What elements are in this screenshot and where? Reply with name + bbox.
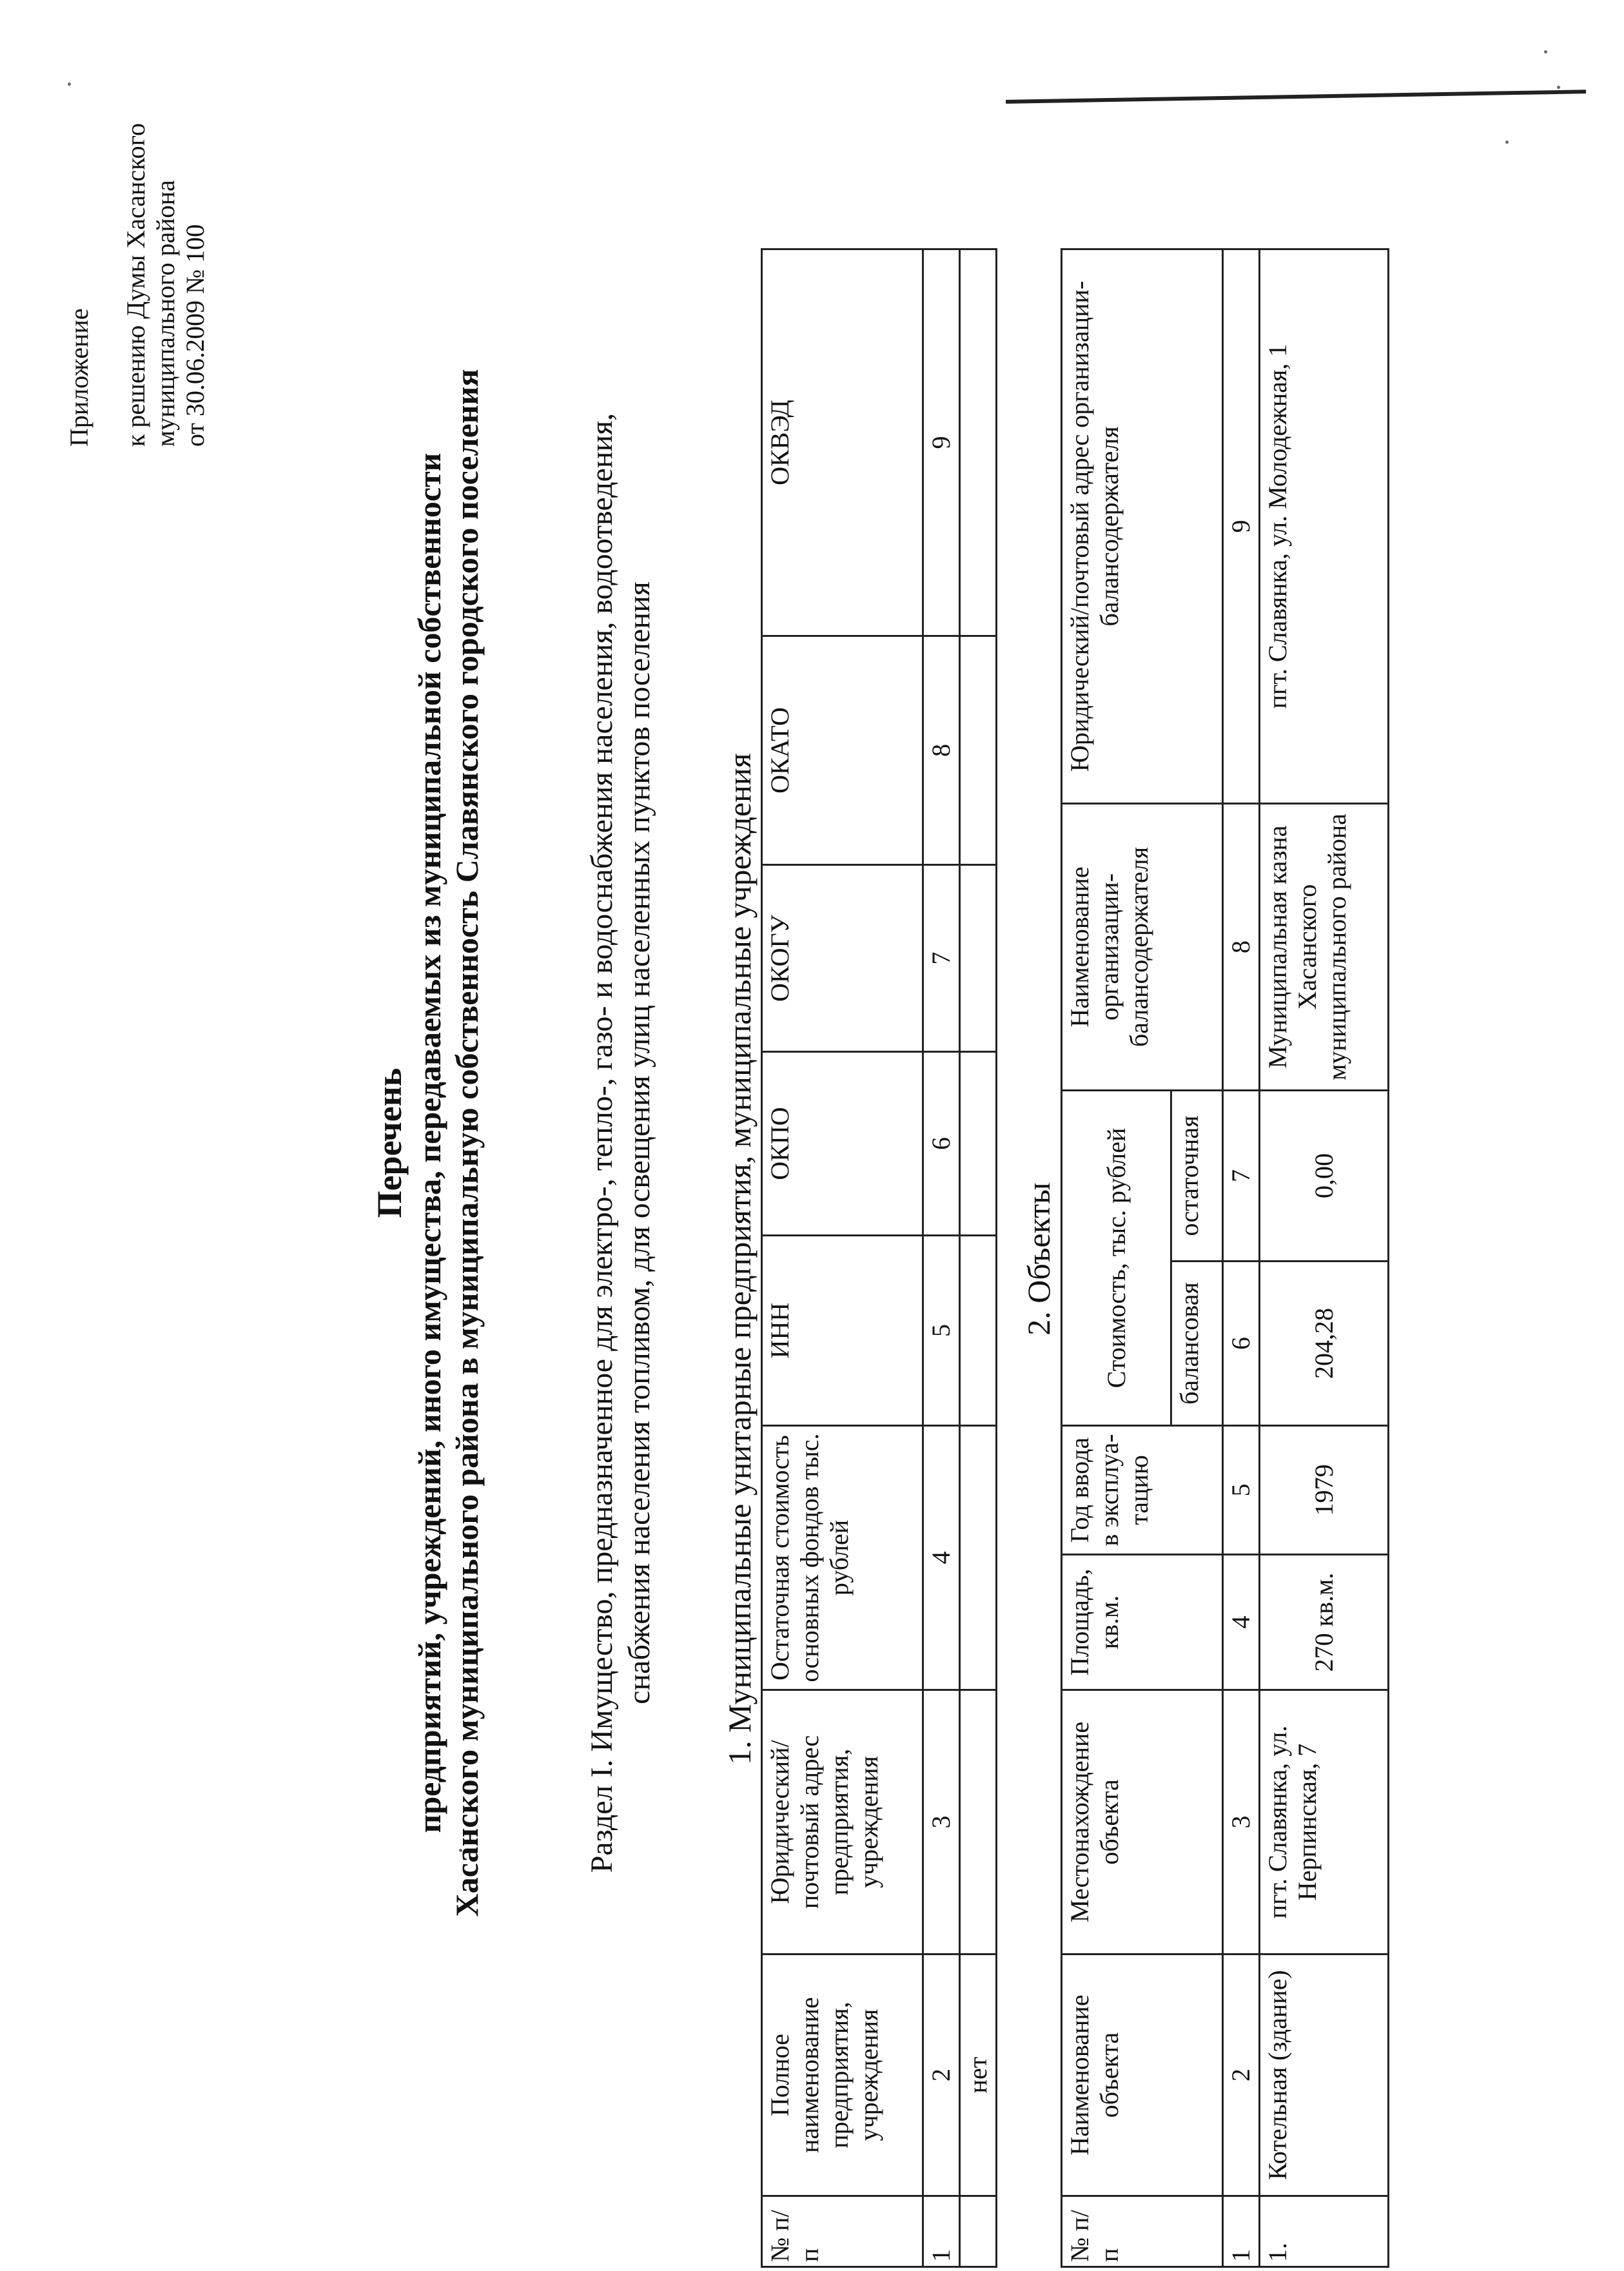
column-number: 2: [923, 1954, 960, 2196]
object-year: 1979: [1260, 1426, 1389, 1555]
object-area: 270 кв.м.: [1260, 1555, 1389, 1690]
column-number: 9: [1223, 249, 1260, 803]
table1-caption: 1. Муниципальные унитарные предприятия, муниципальные учреждения: [721, 753, 758, 1765]
table2-caption: 2. Объекты: [1021, 1182, 1057, 1336]
header-cell: Юридический/почтовый адрес организации-балансодержателя: [1062, 249, 1223, 803]
header-cell: № п/п: [762, 2196, 923, 2267]
column-number: 1: [923, 2196, 960, 2267]
header-cell: Наименование организации-балансодержателя: [1062, 803, 1223, 1090]
column-number: 5: [1223, 1426, 1260, 1555]
column-number: 7: [923, 865, 960, 1052]
document-title: [371, 144, 485, 2142]
table-cell: [960, 249, 997, 636]
header-cell: Площадь, кв.м.: [1062, 1555, 1223, 1690]
header-cell: балансовая: [1171, 1262, 1223, 1426]
objects-table: [1061, 248, 1389, 2268]
table-cell: [960, 2196, 997, 2267]
header-cell: ОКАТО: [762, 636, 923, 865]
column-number-row: [1223, 249, 1260, 2266]
object-location: пгт. Славянка, ул. Нерпинская, 7: [1260, 1690, 1389, 1954]
scan-speck: [1544, 50, 1547, 54]
appendix-line: к решению Думы Хасанского: [121, 123, 150, 447]
table-header-row: [1062, 249, 1171, 2266]
title-line: Хасанского муниципального района в муниципальную собственность Славянского городского поселения: [449, 369, 485, 1917]
column-number: 3: [1223, 1690, 1260, 1954]
column-number: 1: [1223, 2196, 1260, 2267]
title-main: Перечень: [370, 1067, 409, 1218]
header-cell: Местонахождение объекта: [1062, 1690, 1223, 1954]
row-number: 1.: [1260, 2196, 1389, 2267]
header-cell: Юридический/почтовый адрес предприятия, учреждения: [762, 1690, 923, 1954]
title-line: предприятий, учреждений, иного имущества, передаваемых из муниципальной собственности: [411, 453, 447, 1833]
header-cell: Год ввода в эксплуа-тацию: [1062, 1426, 1223, 1555]
object-holder-address: пгт. Славянка, ул. Молодежная, 1: [1260, 249, 1389, 803]
scan-speck: [1557, 86, 1560, 89]
section-heading: [583, 208, 658, 2078]
column-number: 9: [923, 249, 960, 636]
column-number: 8: [1223, 803, 1260, 1090]
table-cell: [960, 636, 997, 865]
appendix-note: [64, 60, 210, 447]
table-row: [1260, 249, 1389, 2266]
table-cell: [960, 1690, 997, 1954]
section-line: снабжения населения топливом, для освещения улиц населенных пунктов поселения: [622, 581, 656, 1704]
object-cost-residual: 0,00: [1260, 1090, 1389, 1261]
enterprises-table: [761, 248, 997, 2268]
column-number: 4: [1223, 1555, 1260, 1690]
table-row: [960, 249, 997, 2267]
table-cell: [960, 1236, 997, 1426]
column-number: 6: [923, 1052, 960, 1236]
table-header-row: [762, 249, 923, 2267]
header-cell: Наименование объекта: [1062, 1954, 1223, 2196]
table-cell: [960, 1052, 997, 1236]
column-number-row: [923, 249, 960, 2267]
table-cell: [960, 1426, 997, 1690]
object-holder: Муниципальная казна Хасанского муниципального района: [1260, 803, 1389, 1090]
header-cell: № п/п: [1062, 2196, 1223, 2267]
header-cell: ИНН: [762, 1236, 923, 1426]
object-cost-book: 204,28: [1260, 1262, 1389, 1426]
scan-edge: [0, 0, 1624, 79]
column-number: 5: [923, 1236, 960, 1426]
object-name: Котельная (здание): [1260, 1954, 1389, 2196]
section-line: Раздел I. Имущество, предназначенное для электро-, тепло-, газо- и водоснабжения населения, водоотведения,: [585, 413, 619, 1873]
scan-edge-line: [1006, 90, 1586, 104]
header-cell: Остаточная стоимость основных фондов тыс. рублей: [762, 1426, 923, 1690]
appendix-line: муниципального района: [151, 180, 180, 447]
appendix-line: от 30.06.2009 № 100: [181, 224, 210, 447]
column-number: 6: [1223, 1262, 1260, 1426]
header-cell: Полное наименование предприятия, учреждения: [762, 1954, 923, 2196]
column-number: 4: [923, 1426, 960, 1690]
header-cell: ОКОГУ: [762, 865, 923, 1052]
table-cell: нет: [960, 1954, 997, 2196]
column-number: 3: [923, 1690, 960, 1954]
scan-speck: [1505, 141, 1509, 144]
table-cell: [960, 865, 997, 1052]
header-cell: ОКВЭД: [762, 249, 923, 636]
appendix-heading: Приложение: [64, 308, 93, 447]
header-cell: Стоимость, тыс. рублей: [1062, 1090, 1171, 1425]
header-cell: остаточная: [1171, 1090, 1223, 1261]
header-cell: ОКПО: [762, 1052, 923, 1236]
column-number: 2: [1223, 1954, 1260, 2196]
column-number: 7: [1223, 1090, 1260, 1261]
column-number: 8: [923, 636, 960, 865]
